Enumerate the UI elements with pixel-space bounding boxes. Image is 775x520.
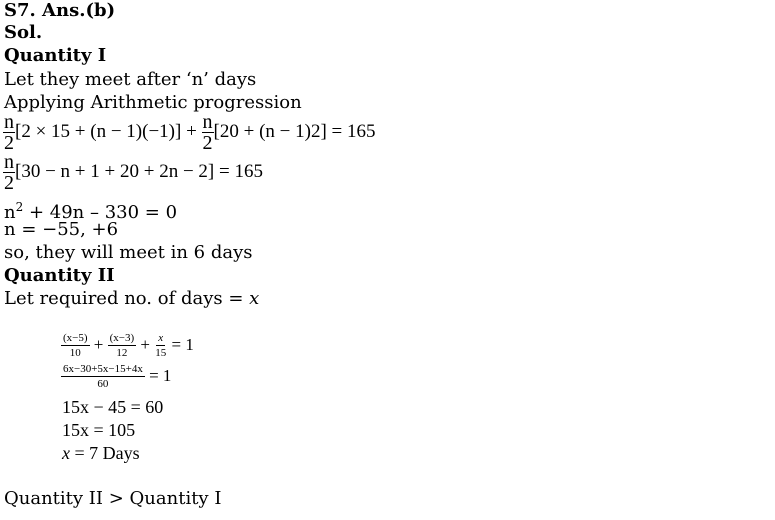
q1-statement: Let they meet after ‘n’ days: [4, 69, 257, 90]
q2-statement: Let required no. of days = x: [4, 288, 260, 309]
q1-conclusion: so, they will meet in 6 days: [4, 242, 253, 263]
answer-heading: S7. Ans.(b): [4, 0, 116, 21]
quantity-2-heading: Quantity II: [4, 265, 115, 286]
fraction-x-minus-5-over-10: $\frac{(x-5)}{10}$: [63, 332, 88, 359]
q2-equation-b: $\frac{6x-30+5x-15+4x}{60}$ = 1: [63, 363, 172, 390]
sol-label: Sol.: [4, 22, 43, 43]
q2-equation-d: 15x = 105: [62, 420, 136, 440]
q1-equation-2: $\frac{n}{2}$ [30 − n + 1 + 20 + 2n − 2] = 165: [4, 151, 263, 194]
fraction-n-over-2: $\frac{n}{2}$: [4, 151, 14, 194]
q1-equation-1: $\frac{n}{2}$ [2 × 15 + (n − 1)(−1)] + $\frac{n}{2}$ [20 + (n − 1)2] = 165: [4, 111, 376, 154]
q2-equation-a: $\frac{(x-5)}{10}$ + $\frac{(x-3)}{12}$ + $\frac{x}{15}$ = 1: [63, 332, 194, 359]
q2-equation-e: x = 7 Days: [62, 443, 140, 463]
q1-method: Applying Arithmetic progression: [4, 92, 302, 113]
q2-equation-c: 15x − 45 = 60: [62, 397, 164, 417]
q1-equation-3: $n^2 + 49n - 330 = 0$: [4, 200, 178, 223]
fraction-x-over-15: $\frac{x}{15}$: [155, 332, 167, 359]
fraction-x-minus-3-over-12: $\frac{(x-3)}{12}$: [109, 332, 135, 359]
q1-equation-4: n = −55, +6: [4, 219, 119, 240]
quantity-1-heading: Quantity I: [4, 45, 107, 66]
fraction-combined-over-60: $\frac{6x-30+5x-15+4x}{60}$: [63, 363, 143, 390]
fraction-n-over-2: $\frac{n}{2}$: [202, 111, 213, 154]
fraction-n-over-2: $\frac{n}{2}$: [4, 111, 14, 154]
final-comparison: Quantity II > Quantity I: [4, 488, 222, 509]
